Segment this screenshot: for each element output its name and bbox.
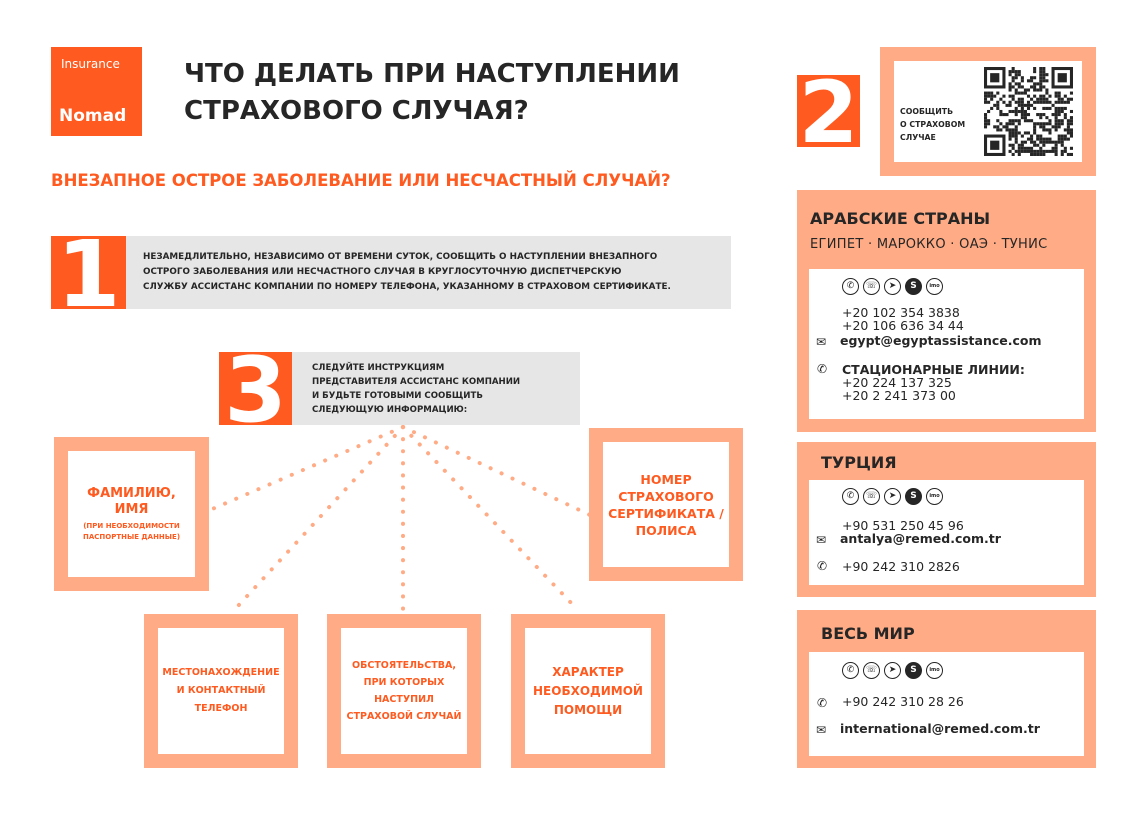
arab-phone-2[interactable]: +20 106 636 34 44 [842, 318, 964, 333]
arab-contact-card [809, 269, 1084, 419]
info-circumstances-line: ОБСТОЯТЕЛЬСТВА, [352, 660, 456, 671]
info-location-line: МЕСТОНАХОЖДЕНИЕ [162, 667, 280, 678]
step-1-number: 1 [51, 236, 126, 309]
email-icon: ✉ [816, 533, 827, 547]
step-1-line: ОСТРОГО ЗАБОЛЕВАНИЯ ИЛИ НЕСЧАСТНОГО СЛУЧАЯ В КРУГЛОСУТОЧНУЮ ДИСПЕТЧЕРСКУЮ [143, 267, 622, 277]
info-name-note: (ПРИ НЕОБХОДИМОСТИ [83, 521, 180, 530]
title-line-2: СТРАХОВОГО СЛУЧАЯ? [184, 96, 529, 126]
arab-landline-2[interactable]: +20 2 241 373 00 [842, 388, 956, 403]
world-contact-card [809, 652, 1084, 756]
connector-to-policy [403, 427, 590, 515]
info-box-location [144, 614, 298, 768]
qr-panel [880, 47, 1096, 176]
step-3-line: ПРЕДСТАВИТЕЛЯ АССИСТАНС КОМПАНИИ [312, 377, 521, 387]
arab-landline-label: СТАЦИОНАРНЫЕ ЛИНИИ: [842, 362, 1025, 377]
info-circumstances-line: НАСТУПИЛ [374, 694, 434, 705]
step-3-text [312, 361, 572, 417]
info-circumstances-line: ПРИ КОТОРЫХ [363, 677, 445, 688]
arab-email[interactable]: egypt@egyptassistance.com [840, 333, 1042, 348]
info-name-note: ПАСПОРТНЫЕ ДАННЫЕ) [82, 532, 181, 541]
connector-to-location [237, 427, 403, 607]
telegram-icon[interactable]: ➤ [884, 278, 901, 295]
messenger-icons [842, 662, 943, 679]
phone-icon: ✆ [817, 696, 828, 710]
imo-icon[interactable]: imo [926, 662, 943, 679]
info-box-name [54, 437, 209, 591]
arab-countries: ЕГИПЕТ · МАРОККО · ОАЭ · ТУНИС [810, 237, 1048, 252]
info-policy-line: ПОЛИСА [635, 522, 697, 538]
contacts-turkey [797, 442, 1096, 597]
step-1-line: НЕЗАМЕДЛИТЕЛЬНО, НЕЗАВИСИМО ОТ ВРЕМЕНИ СУТОК, СООБЩИТЬ О НАСТУПЛЕНИИ ВНЕЗАПНОГО [143, 252, 658, 262]
email-icon: ✉ [816, 335, 827, 349]
logo-line-insurance: Insurance [61, 57, 120, 71]
whatsapp-icon[interactable]: ✆ [842, 662, 859, 679]
imo-icon[interactable]: imo [926, 488, 943, 505]
arab-landline-1[interactable]: +20 224 137 325 [842, 375, 952, 390]
email-icon: ✉ [816, 723, 827, 737]
imo-icon[interactable]: imo [926, 278, 943, 295]
skype-icon[interactable]: S [905, 278, 922, 295]
turkey-phone[interactable]: +90 531 250 45 96 [842, 518, 964, 533]
info-nature-line: ПОМОЩИ [553, 702, 623, 717]
phone-icon: ✆ [817, 362, 828, 376]
info-box-nature [511, 614, 665, 768]
phone-icon: ✆ [817, 559, 828, 573]
info-location-line: И КОНТАКТНЫЙ [176, 685, 266, 696]
info-circumstances-line: СТРАХОВОЙ СЛУЧАЙ [346, 711, 462, 722]
qr-label-line: СЛУЧАЕ [900, 133, 936, 142]
info-location-line: ТЕЛЕФОН [194, 703, 248, 714]
step-2-number: 2 [798, 75, 859, 147]
arab-phone-1[interactable]: +20 102 354 3838 [842, 305, 960, 320]
world-title: ВЕСЬ МИР [821, 624, 915, 643]
info-name-line: ИМЯ [114, 501, 149, 517]
arab-title: АРАБСКИЕ СТРАНЫ [810, 209, 991, 228]
step-3-line: И БУДЬТЕ ГОТОВЫМИ СООБЩИТЬ [312, 391, 483, 401]
title-line-1: ЧТО ДЕЛАТЬ ПРИ НАСТУПЛЕНИИ [184, 59, 680, 89]
turkey-landline[interactable]: +90 242 310 2826 [842, 559, 960, 574]
step-3-line: СЛЕДУЙТЕ ИНСТРУКЦИЯМ [312, 363, 445, 373]
info-nature-line: ХАРАКТЕР [552, 664, 624, 679]
info-policy-line: НОМЕР [640, 471, 692, 487]
turkey-title: ТУРЦИЯ [821, 453, 897, 472]
viber-icon[interactable]: ☏ [863, 488, 880, 505]
skype-icon[interactable]: S [905, 662, 922, 679]
qr-label [900, 105, 965, 144]
messenger-icons [842, 488, 943, 505]
skype-icon[interactable]: S [905, 488, 922, 505]
qr-code-icon[interactable] [984, 67, 1073, 156]
info-box-circumstances [327, 614, 481, 768]
step-1-line: СЛУЖБУ АССИСТАНС КОМПАНИИ ПО НОМЕРУ ТЕЛЕФОНА, УКАЗАННОМУ В СТРАХОВОМ СЕРТИФИКАТЕ. [143, 282, 671, 292]
info-policy-line: СЕРТИФИКАТА / [608, 505, 724, 521]
step-3-number: 3 [219, 352, 292, 425]
page-subtitle: ВНЕЗАПНОЕ ОСТРОЕ ЗАБОЛЕВАНИЕ ИЛИ НЕСЧАСТНЫЙ СЛУЧАЙ? [51, 171, 671, 190]
step-3-panel [219, 352, 580, 425]
info-policy-line: СТРАХОВОГО [618, 488, 714, 504]
connector-to-name [210, 427, 403, 510]
world-email[interactable]: international@remed.com.tr [840, 721, 1040, 736]
logo-line-nomad: Nomad [59, 106, 127, 126]
telegram-icon[interactable]: ➤ [884, 488, 901, 505]
viber-icon[interactable]: ☏ [863, 662, 880, 679]
step-3-line: СЛЕДУЮЩУЮ ИНФОРМАЦИЮ: [312, 405, 468, 415]
telegram-icon[interactable]: ➤ [884, 662, 901, 679]
turkey-email[interactable]: antalya@remed.com.tr [840, 531, 1001, 546]
whatsapp-icon[interactable]: ✆ [842, 278, 859, 295]
whatsapp-icon[interactable]: ✆ [842, 488, 859, 505]
connector-to-nature [403, 427, 575, 607]
info-name-line: ФАМИЛИЮ, [87, 485, 176, 501]
contacts-world [797, 610, 1096, 768]
info-box-policy [589, 428, 743, 581]
info-nature-line: НЕОБХОДИМОЙ [533, 683, 643, 698]
qr-label-line: О СТРАХОВОМ [900, 120, 966, 129]
contacts-arab-countries [797, 190, 1096, 432]
world-phone[interactable]: +90 242 310 28 26 [842, 694, 964, 709]
viber-icon[interactable]: ☏ [863, 278, 880, 295]
qr-label-line: СООБЩИТЬ [900, 107, 954, 116]
turkey-contact-card [809, 480, 1084, 585]
messenger-icons [842, 278, 943, 295]
